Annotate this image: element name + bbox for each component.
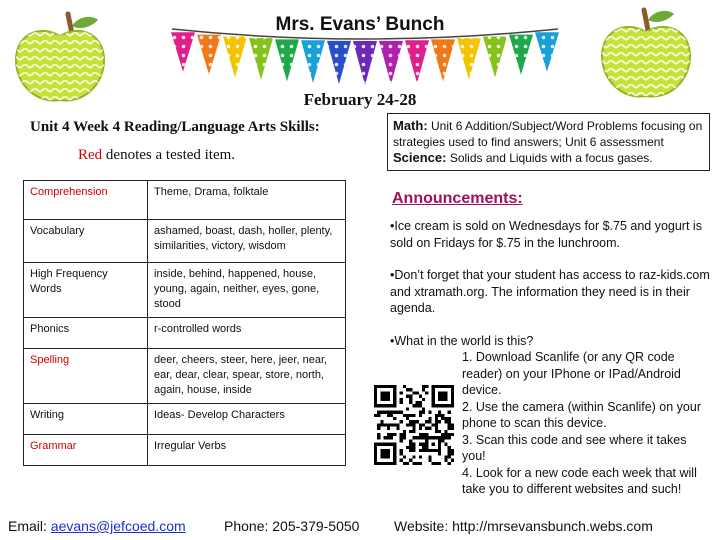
qr-module [416, 420, 419, 423]
announcement-item: •Ice cream is sold on Wednesdays for $.75 and yogurt is sold on Fridays for $.75 in the lunchroom. [390, 219, 702, 250]
qr-module [451, 459, 454, 462]
qr-step: 4. Look for a new code each week that will take you to different websites and such! [462, 465, 697, 496]
qr-module [416, 436, 419, 439]
qr-module [422, 388, 425, 391]
bunting-flag-dots [509, 35, 533, 75]
footer-email [8, 518, 186, 534]
qr-module [428, 417, 431, 420]
skill-name: High Frequency Words [24, 263, 148, 318]
qr-module [422, 446, 425, 449]
qr-module [390, 423, 393, 426]
skill-name: Writing [24, 404, 148, 435]
bunting-flag-dots [249, 38, 273, 79]
qr-module [435, 430, 438, 433]
qr-module [412, 443, 415, 446]
science-line [393, 150, 704, 166]
qr-module [444, 420, 447, 423]
qr-module [412, 455, 415, 458]
qr-module [428, 420, 431, 423]
qr-module [377, 414, 380, 417]
qr-module [448, 411, 451, 414]
qr-module [412, 420, 415, 423]
qr-module [419, 414, 422, 417]
skill-detail: ashamed, boast, dash, holler, plenty, similarities, victory, wisdom [148, 220, 346, 263]
bunting-flag-dots [457, 38, 481, 79]
qr-module [412, 414, 415, 417]
qr-module [403, 414, 406, 417]
qr-module [419, 411, 422, 414]
qr-module [374, 414, 377, 417]
qr-module [422, 436, 425, 439]
qr-module [390, 411, 393, 414]
qr-module [448, 423, 451, 426]
math-text: Unit 6 Addition/Subject/Word Problems focusing on strategies used to find answers; Unit 6 assessment [393, 119, 703, 149]
qr-module [444, 430, 447, 433]
qr-module [448, 433, 451, 436]
qr-module [393, 411, 396, 414]
qr-module [438, 414, 441, 417]
qr-module [419, 449, 422, 452]
qr-module [380, 411, 383, 414]
bunting-flag-dots [327, 41, 351, 84]
qr-module [419, 443, 422, 446]
qr-module [400, 452, 403, 455]
qr-module [400, 449, 403, 452]
science-text: Solids and Liquids with a focus gases. [449, 151, 653, 165]
announcement-item: •What in the world is this? [390, 333, 534, 348]
qr-module [435, 423, 438, 426]
qr-module [441, 439, 444, 442]
qr-module [419, 395, 422, 398]
bunting-flag-dots [353, 41, 377, 85]
bunting-flag-dots [379, 41, 403, 84]
qr-module [444, 433, 447, 436]
qr-module [387, 414, 390, 417]
qr-module [451, 433, 454, 436]
qr-module [448, 462, 451, 465]
table-row [24, 181, 346, 220]
qr-module [409, 388, 412, 391]
qr-module [425, 391, 428, 394]
qr-step: 3. Scan this code and see where it takes you! [462, 432, 687, 463]
qr-module [412, 449, 415, 452]
qr-module [448, 449, 451, 452]
qr-module [425, 427, 428, 430]
reading-heading: Unit 4 Week 4 Reading/Language Arts Skills: [30, 119, 320, 135]
qr-module [380, 420, 383, 423]
qr-module [409, 439, 412, 442]
qr-module [422, 443, 425, 446]
qr-module [380, 423, 383, 426]
qr-module [387, 433, 390, 436]
qr-module [435, 427, 438, 430]
qr-module [412, 446, 415, 449]
qr-module [409, 446, 412, 449]
qr-module [438, 452, 441, 455]
qr-module [400, 439, 403, 442]
qr-module [390, 433, 393, 436]
qr-module [425, 385, 428, 388]
skill-detail: Theme, Drama, folktale [148, 181, 346, 220]
qr-module [390, 414, 393, 417]
qr-module [448, 436, 451, 439]
qr-module [393, 433, 396, 436]
qr-module [419, 404, 422, 407]
qr-module [428, 455, 431, 458]
qr-module [448, 420, 451, 423]
footer-website: Website: http://mrsevansbunch.webs.com [394, 518, 653, 534]
qr-module [396, 427, 399, 430]
bunting-flag-dots [171, 32, 195, 71]
qr-module [422, 423, 425, 426]
email-label: Email: [8, 518, 47, 534]
skills-table [23, 180, 346, 466]
qr-module [380, 449, 390, 459]
qr-module [377, 433, 380, 436]
qr-module [412, 430, 415, 433]
skill-detail: inside, behind, happened, house, young, again, neither, eyes, gone, stood [148, 263, 346, 318]
qr-module [451, 427, 454, 430]
qr-module [432, 462, 435, 465]
qr-module [422, 398, 425, 401]
qr-module [435, 417, 438, 420]
qr-module [409, 430, 412, 433]
qr-module [448, 417, 451, 420]
skill-name: Phonics [24, 318, 148, 349]
qr-module [409, 449, 412, 452]
science-label: Science: [393, 150, 447, 165]
table-row [24, 404, 346, 435]
qr-module [409, 459, 412, 462]
announcement-item: •Don’t forget that your student has access to raz-kids.com and xtramath.org. The information they need is in their agenda. [390, 268, 710, 315]
qr-module [416, 462, 419, 465]
qr-module [444, 417, 447, 420]
qr-module [396, 423, 399, 426]
bunting-flag-dots [275, 39, 299, 81]
announcements-title: Announcements: [392, 190, 523, 207]
qr-module [412, 436, 415, 439]
qr-module [400, 459, 403, 462]
legend-text: denotes a tested item. [105, 147, 236, 163]
qr-module [400, 391, 403, 394]
qr-module [444, 443, 447, 446]
qr-module [428, 427, 431, 430]
qr-module [441, 417, 444, 420]
qr-step: 2. Use the camera (within Scanlife) on your phone to scan this device. [462, 399, 701, 430]
qr-step: 1. Download Scanlife (or any QR code reader) on your IPhone or IPad/Android device. [462, 350, 681, 397]
qr-module [377, 427, 380, 430]
qr-module [377, 411, 380, 414]
qr-module [435, 462, 438, 465]
qr-module [396, 411, 399, 414]
qr-module [444, 436, 447, 439]
table-row [24, 435, 346, 466]
qr-module [384, 436, 387, 439]
tested-legend [78, 147, 235, 164]
qr-module [384, 423, 387, 426]
qr-module [377, 423, 380, 426]
qr-module [393, 417, 396, 420]
qr-module [419, 401, 422, 404]
skill-name: Vocabulary [24, 220, 148, 263]
page-title: Mrs. Evans’ Bunch [275, 14, 445, 35]
qr-module [441, 414, 444, 417]
skill-name: Spelling [24, 349, 148, 404]
qr-module [400, 433, 403, 436]
qr-module [419, 423, 422, 426]
qr-module [406, 417, 409, 420]
qr-module [422, 433, 425, 436]
qr-module [400, 411, 403, 414]
qr-module [393, 423, 396, 426]
qr-module [438, 420, 441, 423]
table-row [24, 349, 346, 404]
qr-module [419, 427, 422, 430]
qr-module [406, 446, 409, 449]
qr-module [406, 462, 409, 465]
skill-name: Comprehension [24, 181, 148, 220]
qr-module [422, 449, 425, 452]
qr-module [406, 414, 409, 417]
math-line [393, 118, 704, 150]
qr-module [403, 462, 406, 465]
qr-module [432, 423, 435, 426]
qr-module [441, 436, 444, 439]
qr-module [428, 459, 431, 462]
qr-module [409, 398, 412, 401]
qr-module [438, 430, 441, 433]
bunting-flag-dots [197, 35, 221, 75]
qr-module [409, 414, 412, 417]
qr-module [384, 411, 387, 414]
qr-module [403, 430, 406, 433]
qr-module [412, 404, 415, 407]
qr-module [441, 433, 444, 436]
qr-module [422, 411, 425, 414]
skill-detail: deer, cheers, steer, here, jeer, near, ear, dear, clear, spear, store, north, again, house, inside [148, 349, 346, 404]
qr-module [412, 427, 415, 430]
qr-module [451, 423, 454, 426]
qr-module [403, 455, 406, 458]
qr-module [419, 462, 422, 465]
qr-module [438, 391, 448, 401]
qr-module [422, 407, 425, 410]
subjects-box [387, 113, 710, 171]
qr-module [409, 443, 412, 446]
bunting-flag-dots [431, 39, 455, 81]
qr-module [444, 459, 447, 462]
bunting-flag-dots [301, 40, 325, 83]
qr-module [403, 436, 406, 439]
qr-module [409, 401, 412, 404]
qr-module [444, 455, 447, 458]
table-row [24, 318, 346, 349]
qr-module [412, 423, 415, 426]
qr-module [425, 433, 428, 436]
qr-module [438, 462, 441, 465]
qr-module [435, 420, 438, 423]
qr-module [416, 401, 419, 404]
qr-module [451, 449, 454, 452]
qr-module [400, 398, 403, 401]
qr-module [448, 455, 451, 458]
qr-module [448, 427, 451, 430]
qr-module [387, 411, 390, 414]
skill-detail: Ideas- Develop Characters [148, 404, 346, 435]
table-row [24, 220, 346, 263]
qr-module [419, 436, 422, 439]
legend-red-word: Red [78, 147, 103, 163]
qr-module [377, 436, 380, 439]
qr-module [425, 420, 428, 423]
bunting-flag-dots [535, 32, 559, 71]
skill-name: Grammar [24, 435, 148, 466]
qr-module [448, 446, 451, 449]
qr-module [406, 395, 409, 398]
qr-module [409, 420, 412, 423]
qr-module [403, 433, 406, 436]
week-date: February 24-28 [303, 90, 417, 109]
qr-module [438, 411, 441, 414]
table-row [24, 263, 346, 318]
qr-module [448, 452, 451, 455]
qr-module [406, 407, 409, 410]
email-link[interactable]: aevans@jefcoed.com [50, 518, 186, 534]
qr-module [387, 427, 390, 430]
qr-module [406, 423, 409, 426]
qr-module [400, 436, 403, 439]
qr-module [435, 414, 438, 417]
skill-detail: r-controlled words [148, 318, 346, 349]
qr-module [422, 385, 425, 388]
qr-module [387, 436, 390, 439]
qr-module [451, 452, 454, 455]
bunting-flag-dots [405, 40, 429, 83]
qr-module [400, 420, 403, 423]
qr-module [412, 462, 415, 465]
qr-module [419, 433, 422, 436]
qr-module [432, 443, 435, 446]
qr-module [419, 455, 422, 458]
qr-module [403, 385, 406, 388]
math-label: Math: [393, 118, 428, 133]
qr-module [380, 391, 390, 401]
qr-module [416, 391, 419, 394]
footer-phone: Phone: 205-379-5050 [224, 518, 360, 534]
qr-module [400, 401, 403, 404]
qr-module [409, 423, 412, 426]
qr-module [387, 423, 390, 426]
bunting-flag-dots [223, 37, 247, 78]
qr-code-icon[interactable] [374, 385, 454, 465]
qr-module [406, 388, 409, 391]
qr-module [428, 411, 431, 414]
qr-module [390, 436, 393, 439]
qr-module [416, 404, 419, 407]
bunting-flag-dots [483, 37, 507, 78]
skill-detail: Irregular Verbs [148, 435, 346, 466]
qr-module [409, 395, 412, 398]
qr-module [412, 391, 415, 394]
